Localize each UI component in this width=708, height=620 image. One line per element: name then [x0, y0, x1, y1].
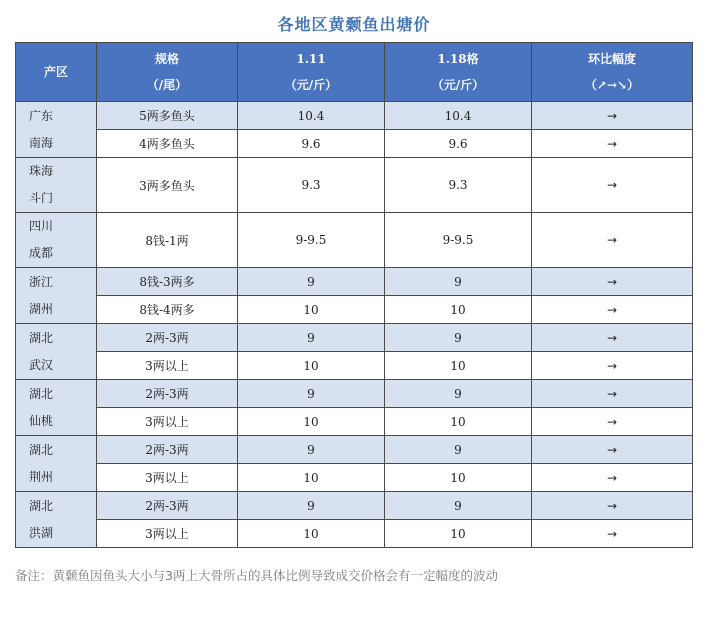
price-2-cell: 9	[385, 492, 532, 520]
price-2-cell: 9.3	[385, 158, 532, 213]
change-cell: →	[532, 436, 693, 464]
table-row	[16, 268, 693, 296]
price-2-cell: 10	[385, 408, 532, 436]
spec-cell: 8钱-1两	[97, 213, 238, 268]
change-cell: →	[532, 464, 693, 492]
region-line: 湖北	[29, 386, 54, 401]
change-cell: →	[532, 380, 693, 408]
price-1-cell: 9	[238, 436, 385, 464]
spec-cell: 3两以上	[97, 520, 238, 548]
table-row	[16, 324, 693, 352]
region-line: 洪湖	[29, 525, 54, 540]
price-2-cell: 10.4	[385, 102, 532, 130]
table-row	[16, 436, 693, 464]
change-cell: →	[532, 352, 693, 380]
table-row	[16, 296, 693, 324]
region-line: 斗门	[29, 191, 54, 205]
price-2-cell: 9	[385, 436, 532, 464]
region-cell	[16, 436, 97, 492]
change-cell: →	[532, 102, 693, 130]
table-row	[16, 464, 693, 492]
region-line: 武汉	[29, 357, 54, 372]
change-cell: →	[532, 158, 693, 213]
spec-cell: 2两-3两	[97, 324, 238, 352]
region-cell	[16, 324, 97, 380]
table-header-row	[16, 43, 693, 102]
table-row	[16, 492, 693, 520]
table-row	[16, 130, 693, 158]
price-1-cell: 9	[238, 380, 385, 408]
page-title: 各地区黄颡鱼出塘价	[277, 15, 431, 34]
price-2-cell: 9	[385, 324, 532, 352]
change-cell: →	[532, 324, 693, 352]
price-1-cell: 9	[238, 492, 385, 520]
header-date-2-line2: （元/斤）	[431, 78, 485, 92]
price-2-cell: 10	[385, 520, 532, 548]
spec-cell: 3两以上	[97, 408, 238, 436]
header-spec-line1: 规格	[154, 52, 179, 66]
table-row	[16, 352, 693, 380]
spec-cell: 2两-3两	[97, 492, 238, 520]
region-line: 珠海	[29, 164, 54, 178]
price-table	[15, 42, 693, 548]
price-2-cell: 9-9.5	[385, 213, 532, 268]
footnote: 备注：黄颡鱼因鱼头大小与3两上大骨所占的具体比例导致成交价格会有一定幅度的波动	[15, 568, 498, 583]
spec-cell: 4两多鱼头	[97, 130, 238, 158]
price-2-cell: 9.6	[385, 130, 532, 158]
region-line: 浙江	[29, 274, 54, 289]
price-2-cell: 10	[385, 352, 532, 380]
price-2-cell: 10	[385, 296, 532, 324]
price-1-cell: 10	[238, 520, 385, 548]
header-date-1-line2: （元/斤）	[284, 78, 338, 92]
table-row	[16, 213, 693, 268]
spec-cell: 3两多鱼头	[97, 158, 238, 213]
header-date-2	[385, 43, 532, 102]
spec-cell: 5两多鱼头	[97, 102, 238, 130]
table-row	[16, 380, 693, 408]
region-cell	[16, 380, 97, 436]
header-change	[532, 43, 693, 102]
table-row	[16, 408, 693, 436]
header-change-line1: 环比幅度	[587, 52, 636, 66]
price-1-cell: 10	[238, 352, 385, 380]
price-1-cell: 9-9.5	[238, 213, 385, 268]
change-cell: →	[532, 520, 693, 548]
change-cell: →	[532, 268, 693, 296]
header-change-line2: （↗→↘）	[584, 78, 640, 92]
header-date-1-line1: 1.11	[296, 52, 326, 66]
change-cell: →	[532, 408, 693, 436]
header-spec	[97, 43, 238, 102]
price-1-cell: 9	[238, 324, 385, 352]
header-date-1	[238, 43, 385, 102]
region-cell	[16, 268, 97, 324]
price-1-cell: 9.3	[238, 158, 385, 213]
region-cell	[16, 158, 97, 213]
region-line: 湖北	[29, 442, 54, 457]
region-cell	[16, 213, 97, 268]
region-line: 仙桃	[29, 413, 54, 428]
change-cell: →	[532, 213, 693, 268]
header-region: 产区	[16, 43, 97, 102]
price-1-cell: 10	[238, 464, 385, 492]
region-line: 湖北	[29, 498, 54, 513]
spec-cell: 3两以上	[97, 352, 238, 380]
header-spec-line2: （/尾）	[146, 78, 188, 92]
region-cell	[16, 492, 97, 548]
change-cell: →	[532, 492, 693, 520]
region-line: 广东	[29, 108, 54, 123]
spec-cell: 2两-3两	[97, 436, 238, 464]
table-row	[16, 520, 693, 548]
region-line: 湖州	[29, 301, 54, 316]
region-line: 成都	[29, 246, 54, 260]
region-line: 四川	[29, 219, 54, 233]
price-1-cell: 10	[238, 296, 385, 324]
region-line: 湖北	[29, 330, 54, 345]
spec-cell: 3两以上	[97, 464, 238, 492]
price-2-cell: 10	[385, 464, 532, 492]
price-2-cell: 9	[385, 380, 532, 408]
region-line: 荆州	[29, 469, 54, 484]
header-date-2-line1: 1.18格	[437, 52, 479, 66]
price-1-cell: 10	[238, 408, 385, 436]
table-row	[16, 102, 693, 130]
spec-cell: 8钱-4两多	[97, 296, 238, 324]
price-1-cell: 9	[238, 268, 385, 296]
spec-cell: 8钱-3两多	[97, 268, 238, 296]
spec-cell: 2两-3两	[97, 380, 238, 408]
price-1-cell: 10.4	[238, 102, 385, 130]
region-line: 南海	[29, 135, 54, 150]
price-2-cell: 9	[385, 268, 532, 296]
change-cell: →	[532, 296, 693, 324]
price-1-cell: 9.6	[238, 130, 385, 158]
change-cell: →	[532, 130, 693, 158]
region-cell	[16, 102, 97, 158]
table-row	[16, 158, 693, 213]
